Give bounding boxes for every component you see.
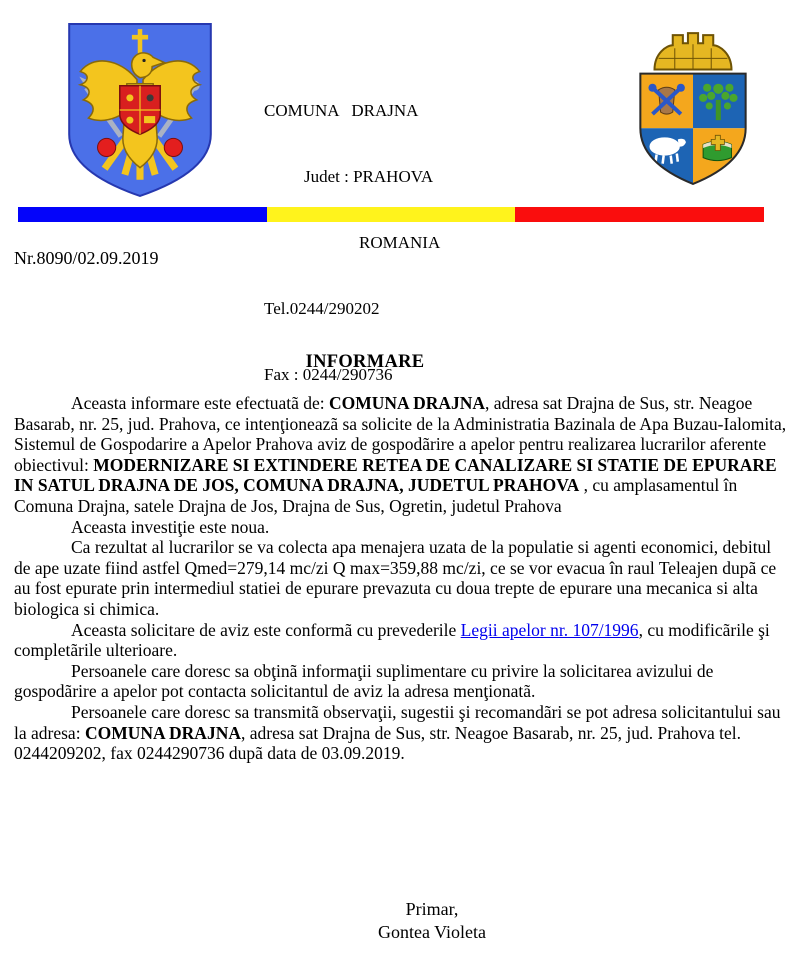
page-title: INFORMARE [305,352,425,372]
romania-coat-of-arms-icon [66,21,214,199]
paragraph [14,517,788,538]
drajna-commune-coat-of-arms-icon [626,27,760,189]
paragraph [14,702,788,764]
flag-red-segment [515,207,764,222]
paragraph [14,393,788,517]
flag-yellow-segment [267,207,516,222]
flag-blue-segment [18,207,267,222]
letterhead [264,56,440,430]
text-run: , adresa sat Drajna de Sus, str. Neagoe Basarab, nr. 25, jud. Prahova, ce intenţioneazã sa solicite de la Administratia Bazinala de Apa Buzau-Ialomita, Sistemul de Gospodarire a Apelor Prahova aviz de gospodãrire a apelor pentru realizarea lucrarilor aferente obiectivul: [14,393,787,475]
text-run: Aceasta investiţie este noua. [71,516,270,537]
text-run: Ca rezultat al lucrarilor se va colecta apa menajera uzata de la populatie si agenti economici, debitul de ape uzate fiind astfel Qmed=279,14 mc/zi Q max=359,88 mc/zi, ce se vor evacua în raul Teleajen dupã ce au fost epurate prin intermediul statiei de epurare prevazuta cu doua trepte de epurare una mecanica si alta biologica si chimica. [14,537,777,619]
text-run: , cu amplasamentul în Comuna Drajna, satele Drajna de Jos, Drajna de Sus, Ogretin, judetul Prahova [14,475,738,516]
signature-role: Primar, [405,899,459,919]
document-body [14,393,788,764]
text-run: , cu modificãrile şi completãrile ulterioare. [14,619,770,661]
text-run: Aceasta informare este efectuatã de: [71,393,329,413]
document-number: Nr.8090/02.09.2019 [14,248,159,268]
commune-name: COMUNA DRAJNA [264,101,419,120]
bold-text-run: COMUNA DRAJNA [328,393,486,413]
phone-line: Tel.0244/290202 [264,299,380,318]
text-run: Persoanele care doresc sa transmitã observaţii, sugestii şi recomandãri se pot adresa solicitantului sau la adresa: [14,701,781,743]
mural-crown-icon [655,33,732,69]
paragraph [14,661,788,702]
signature-block [232,898,632,943]
paragraph [14,620,788,661]
text-run: Persoanele care doresc sa obţinã informaţii suplimentare cu privire la solicitarea avizului de gospodãrire a apelor pot contacta solicitantul de aviz la adresa menţionatã. [14,660,714,702]
text-run: , adresa sat Drajna de Sus, str. Neagoe Basarab, nr. 25, jud. Prahova tel. 0244209202, fax 0244290736 dupã data de 03.09.2019. [14,722,742,764]
law-link[interactable]: Legii apelor nr. 107/1996 [460,619,639,640]
flag-bar [18,207,764,222]
signature-name: Gontea Violeta [377,921,487,942]
mace-icon [98,138,116,156]
chest-shield-icon [120,86,160,135]
paragraph [14,537,788,619]
mace-icon [164,138,182,156]
fax-line: Fax : 0244/290736 [264,365,393,384]
county-line: Judet : PRAHOVA [304,167,434,186]
country-line: ROMANIA [359,233,441,252]
bold-text-run: COMUNA DRAJNA [84,722,241,743]
bold-text-run: MODERNIZARE SI EXTINDERE RETEA DE CANALIZARE SI STATIE DE EPURARE IN SATUL DRAJNA DE JOS, COMUNA DRAJNA, JUDETUL PRAHOVA [14,454,777,496]
text-run: Aceasta solicitare de aviz este conformã cu prevederile [71,619,461,640]
